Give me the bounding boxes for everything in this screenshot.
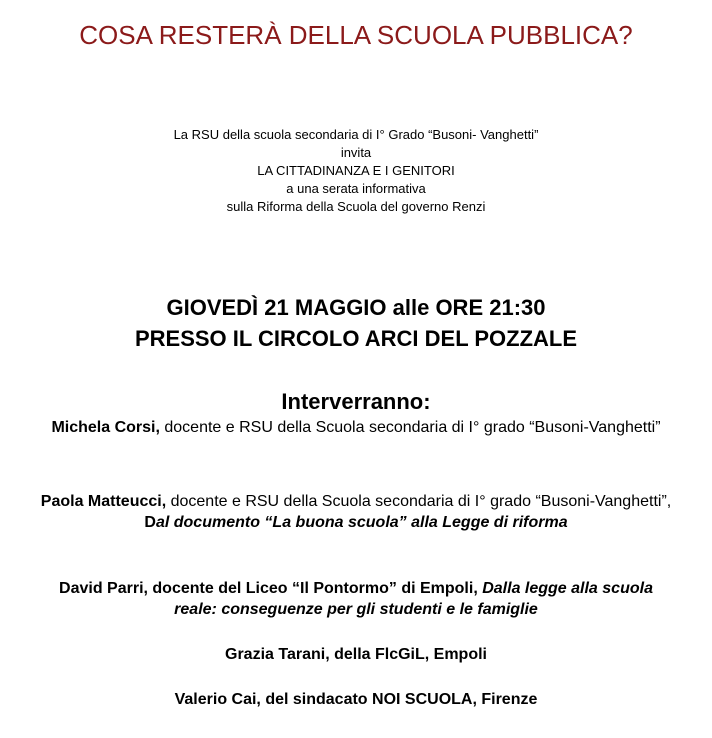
speaker-talk-title: Dalla legge alla scuola reale: conseguenze per gli studenti e le famiglie [174,580,653,618]
speaker-talk-lead: D [144,514,156,531]
speaker-name: Paola Matteucci, [40,493,167,510]
invite-line-topic: sulla Riforma della Scuola del governo Renzi [226,199,486,214]
speaker-talk-title: al documento “La buona scuola” alla Legge di riforma [155,514,568,531]
speaker-item [36,491,676,533]
speaker-name: Valerio Cai, del sindacato NOI SCUOLA, Firenze [174,691,538,708]
event-location: PRESSO IL CIRCOLO ARCI DEL POZZALE [134,326,578,351]
speakers-heading: Interverranno: [281,389,431,414]
speaker-name: Michela Corsi, [51,419,160,436]
speaker-name: David Parri, docente del Liceo “Il Pontormo” di Empoli, [59,580,483,597]
speaker-role: docente e RSU della Scuola secondaria di I° grado “Busoni-Vanghetti”, [166,493,672,510]
page-title: COSA RESTERÀ DELLA SCUOLA PUBBLICA? [79,20,633,50]
invite-line-organizer: La RSU della scuola secondaria di I° Grado “Busoni- Vanghetti” [173,127,539,142]
speaker-item [36,578,676,620]
speaker-item [36,689,676,710]
speaker-item [36,644,676,665]
speaker-name: Grazia Tarani, della FlcGiL, Empoli [225,646,487,663]
speaker-role: docente e RSU della Scuola secondaria di I° grado “Busoni-Vanghetti” [159,419,661,436]
invitation-block [0,126,712,216]
invite-line-event-type: a una serata informativa [286,181,426,196]
event-date: GIOVEDÌ 21 MAGGIO alle ORE 21:30 [166,295,546,320]
invite-line-verb: invita [340,145,372,160]
invite-line-audience: LA CITTADINANZA E I GENITORI [257,163,455,178]
event-details [0,292,712,354]
speaker-item [36,417,676,438]
